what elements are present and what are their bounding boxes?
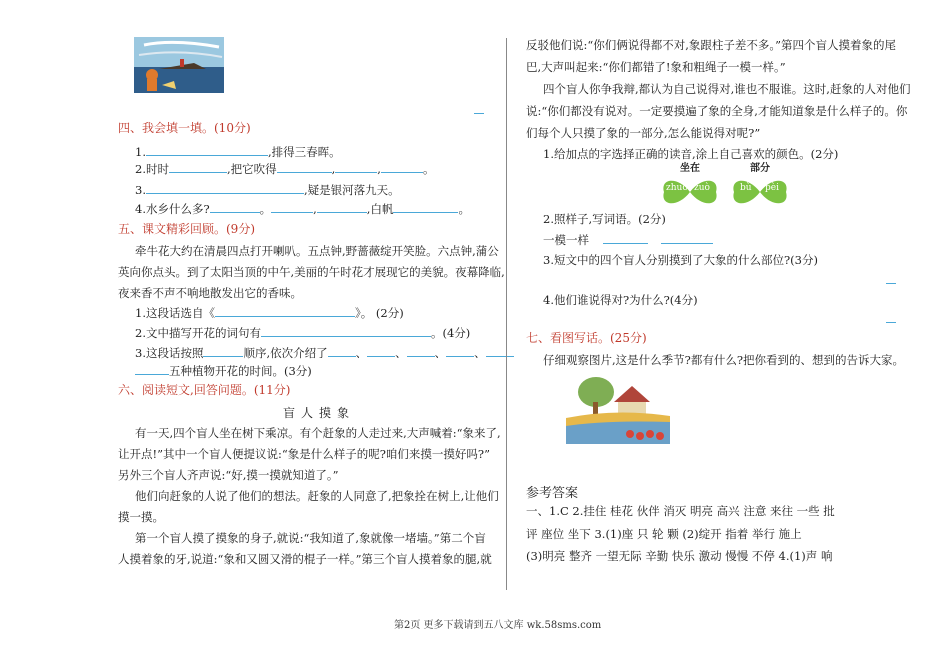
story-line: 人摸着象的牙,说道:“象和又圆又滑的棍子一样。”第三个盲人摸着象的腿,就 [118,552,492,566]
fill-blank[interactable] [169,162,227,173]
story-line: 他们向赶象的人说了他们的想法。赶象的人同意了,把象拴在树上,让他们 [135,489,499,503]
q6-4: 4.他们谁说得对?为什么?(4分) [543,293,698,307]
answer-line-text: (3)明亮 整齐 一望无际 辛勤 快乐 激动 慢慢 不停 4.(1)声 响 [526,549,833,563]
story-line: 四个盲人你争我辩,都认为自己说得对,谁也不服谁。这时,赶象的人对他们 [543,82,911,96]
fill-blank[interactable] [407,346,435,357]
word-label: 部分 [750,163,770,174]
q4-2: 2.时时 ,把它吹得 , , 。 [135,162,435,176]
fill-blank[interactable] [661,233,713,244]
fill-blank[interactable] [277,162,332,173]
butterfly-icon [730,176,790,208]
fill-blank[interactable] [317,202,367,213]
q5-3-cont: 五种植物开花的时间。(3分) [135,364,312,378]
q6-2: 2.照样子,写词语。(2分) [543,212,666,226]
fill-blank[interactable] [381,162,423,173]
q5-3: 3.这段话按照 顺序,依次介绍了 、 、 、 、 [135,346,514,360]
fill-blank[interactable] [271,202,313,213]
q5-2: 2.文中描写开花的词句有 。(4分) [135,326,471,340]
q4-1: 1. ,排得三春晖。 [135,145,341,159]
fill-blank[interactable] [486,346,514,357]
page-footer: 第2页 更多下载请到五八文库 wk.58sms.com [394,620,602,631]
word-label: 坐在 [680,163,700,174]
story-line: 第一个盲人摸了摸象的身子,就说:“我知道了,象就像一堵墙。”第二个盲 [135,531,486,545]
lighthouse-illustration [134,37,224,93]
q4-4: 4.水乡什么多? 。 , ,白帆 。 [135,202,470,216]
answer-line [474,113,484,114]
story-title: 盲人摸象 [283,406,356,420]
pinyin-option[interactable]: zhuò [666,183,688,193]
fill-blank[interactable] [328,346,356,357]
section-7-title: 七、看图写话。(25分) [526,331,647,345]
q5-1: 1.这段话选自《 》。 (2分) [135,306,404,320]
fill-blank[interactable] [367,346,395,357]
passage-line: 英向你点头。到了太阳当顶的中午,美丽的午时花才展现它的美貌。夜幕降临, [118,265,505,279]
fill-blank[interactable] [210,202,260,213]
fill-blank[interactable] [135,364,169,375]
q7-prompt: 仔细观察图片,这是什么季节?都有什么?把你看到的、想到的告诉大家。 [543,353,904,367]
word-choice-1 [660,162,720,212]
story-line: 巴,大声叫起来:“你们都错了!象和粗绳子一模一样。” [526,60,786,74]
passage-line: 牵牛花大约在清晨四点打开喇叭。五点钟,野蔷薇绽开笑脸。六点钟,蒲公 [135,244,499,258]
pinyin-option[interactable]: zuò [694,183,710,193]
autumn-scene-illustration [566,372,670,444]
story-line: 有一天,四个盲人坐在树下乘凉。有个赶象的人走过来,大声喊着:“象来了, [135,426,501,440]
pinyin-option[interactable]: bù [740,183,752,193]
answer-line [886,283,896,284]
section-4-title: 四、我会填一填。(10分) [118,121,251,135]
story-line: 反驳他们说:“你们俩说得都不对,象跟柱子差不多。”第四个盲人摸着象的尾 [526,38,897,52]
answer-line [886,322,896,323]
fill-blank[interactable] [261,326,431,337]
q6-3: 3.短文中的四个盲人分别摸到了大象的什么部位?(3分) [543,253,818,267]
passage-line: 夜来香不声不响地散发出它的香味。 [118,286,302,300]
fill-blank[interactable] [335,162,377,173]
column-divider [506,38,507,590]
story-line: 们每个人只摸了象的一部分,怎么能说得对呢?” [526,126,761,140]
q6-2-example: 一模一样 [543,233,713,247]
fill-blank[interactable] [446,346,474,357]
section-5-title: 五、课文精彩回顾。(9分) [118,222,255,236]
story-line: 摸一摸。 [118,510,164,524]
fill-blank[interactable] [393,202,458,213]
word-choice-2 [730,162,790,212]
fill-blank[interactable] [215,306,355,317]
q6-1: 1.给加点的字选择正确的读音,涂上自己喜欢的颜色。(2分) [543,147,839,161]
fill-blank[interactable] [603,233,648,244]
answer-key-title: 参考答案 [526,486,579,501]
q4-3: 3. ,疑是银河落九天。 [135,183,400,197]
section-6-title: 六、阅读短文,回答问题。(11分) [118,383,291,397]
fill-blank[interactable] [146,183,304,194]
story-line: 让开点!”其中一个盲人便提议说:“象是什么样子的呢?咱们来摸一摸好吗?” [118,447,490,461]
answer-line-text: 评 座位 坐下 3.(1)座 只 轮 颗 (2)绽开 指着 举行 施上 [526,527,802,541]
story-line: 说:“你们都没有说对。一定要摸遍了象的全身,才能知道象是什么样子的。你 [526,104,908,118]
fill-blank[interactable] [146,145,268,156]
story-line: 另外三个盲人齐声说:“好,摸一摸就知道了。” [118,468,339,482]
fill-blank[interactable] [203,346,243,357]
pinyin-option[interactable]: pèi [765,183,779,193]
answer-line-text: 一、1.C 2.挂住 桂花 伙伴 消灭 明亮 高兴 注意 来往 一些 批 [526,504,835,518]
